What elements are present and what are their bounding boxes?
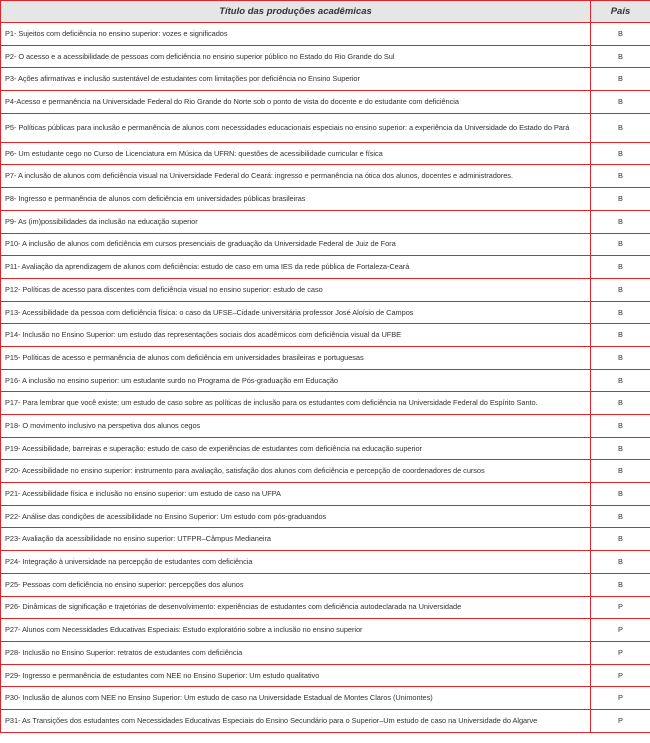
production-title: P10- A inclusão de alunos com deficiência em cursos presenciais de graduação da Universidade Federal de Juiz de Fora bbox=[1, 233, 591, 256]
table-row bbox=[1, 664, 650, 687]
production-title: P2- O acesso e a acessibilidade de pessoas com deficiência no ensino superior público no Estado do Rio Grande do Sul bbox=[1, 45, 591, 68]
table-row bbox=[1, 369, 650, 392]
production-country: B bbox=[591, 437, 650, 460]
table-row bbox=[1, 596, 650, 619]
production-country: P bbox=[591, 641, 650, 664]
table-row bbox=[1, 528, 650, 551]
production-title: P8- Ingresso e permanência de alunos com deficiência em universidades públicas brasileiras bbox=[1, 188, 591, 211]
production-title: P6- Um estudante cego no Curso de Licenciatura em Música da UFRN: questões de acessibilidade curricular e física bbox=[1, 142, 591, 165]
table-row bbox=[1, 91, 650, 114]
production-title: P12- Políticas de acesso para discentes com deficiência visual no ensino superior: estudo de caso bbox=[1, 278, 591, 301]
table-row bbox=[1, 210, 650, 233]
production-title: P27- Alunos com Necessidades Educativas Especiais: Estudo exploratório sobre a inclusão no ensino superior bbox=[1, 619, 591, 642]
production-title: P20- Acessibilidade no ensino superior: instrumento para avaliação, satisfação dos alunos com deficiência e percepção de coordenadores de cursos bbox=[1, 460, 591, 483]
production-country: B bbox=[591, 188, 650, 211]
production-title: P24- Integração à universidade na percepção de estudantes com deficiência bbox=[1, 551, 591, 574]
table-row bbox=[1, 392, 650, 415]
production-title: P13- Acessibilidade da pessoa com deficiência física: o caso da UFSE–Cidade universitária professor José Aloísio de Campos bbox=[1, 301, 591, 324]
table-row bbox=[1, 113, 650, 142]
production-country: B bbox=[591, 415, 650, 438]
production-title: P22- Análise das condições de acessibilidade no Ensino Superior: Um estudo com pós-graduandos bbox=[1, 505, 591, 528]
production-title: P25- Pessoas com deficiência no ensino superior: percepções dos alunos bbox=[1, 573, 591, 596]
production-country: B bbox=[591, 113, 650, 142]
production-country: B bbox=[591, 233, 650, 256]
table-row bbox=[1, 233, 650, 256]
production-title: P5- Políticas públicas para inclusão e permanência de alunos com necessidades educacionais especiais no ensino superior: a experiência da Universidade do Estado do Pará bbox=[1, 113, 591, 142]
table-row bbox=[1, 505, 650, 528]
header-country: País bbox=[591, 1, 650, 23]
production-title: P14- Inclusão no Ensino Superior: um estudo das representações sociais dos acadêmicos com deficiência visual da UFBE bbox=[1, 324, 591, 347]
production-title: P19- Acessibilidade, barreiras e superação: estudo de caso de experiências de estudantes com deficiência na educação superior bbox=[1, 437, 591, 460]
production-title: P26- Dinâmicas de significação e trajetórias de desenvolvimento: experiências de estudantes com deficiência autodeclarada na Universidade bbox=[1, 596, 591, 619]
production-country: B bbox=[591, 278, 650, 301]
production-title: P28- Inclusão no Ensino Superior: retratos de estudantes com deficiência bbox=[1, 641, 591, 664]
table-row bbox=[1, 301, 650, 324]
table-row bbox=[1, 619, 650, 642]
production-title: P23- Avaliação da acessibilidade no ensino superior: UTFPR–Câmpus Medianeira bbox=[1, 528, 591, 551]
production-country: B bbox=[591, 528, 650, 551]
production-country: B bbox=[591, 23, 650, 46]
production-title: P17- Para lembrar que você existe: um estudo de caso sobre as políticas de inclusão para os estudantes com deficiência na Universidade Federal do Espírito Santo. bbox=[1, 392, 591, 415]
production-country: P bbox=[591, 664, 650, 687]
table-row bbox=[1, 45, 650, 68]
table-row bbox=[1, 256, 650, 279]
production-title: P15- Políticas de acesso e permanência de alunos com deficiência em universidades brasileiras e portuguesas bbox=[1, 346, 591, 369]
production-title: P11- Avaliação da aprendizagem de alunos com deficiência: estudo de caso em uma IES da rede pública de Fortaleza-Ceará bbox=[1, 256, 591, 279]
production-title: P21- Acessibilidade física e inclusão no ensino superior: um estudo de caso na UFPA bbox=[1, 483, 591, 506]
production-country: P bbox=[591, 687, 650, 710]
production-title: P3- Ações afirmativas e inclusão sustentável de estudantes com limitações por deficiência no Ensino Superior bbox=[1, 68, 591, 91]
table-row bbox=[1, 278, 650, 301]
production-country: B bbox=[591, 392, 650, 415]
table-row bbox=[1, 437, 650, 460]
production-country: B bbox=[591, 573, 650, 596]
table-row bbox=[1, 165, 650, 188]
production-title: P9- As (im)possibilidades da inclusão na educação superior bbox=[1, 210, 591, 233]
table-row bbox=[1, 551, 650, 574]
production-title: P18- O movimento inclusivo na perspetiva dos alunos cegos bbox=[1, 415, 591, 438]
table-row bbox=[1, 709, 650, 732]
production-country: B bbox=[591, 256, 650, 279]
table-row bbox=[1, 573, 650, 596]
table-row bbox=[1, 68, 650, 91]
table-body bbox=[1, 23, 650, 733]
production-country: B bbox=[591, 505, 650, 528]
production-country: P bbox=[591, 619, 650, 642]
table-row bbox=[1, 641, 650, 664]
production-title: P30- Inclusão de alunos com NEE no Ensino Superior: Um estudo de caso na Universidade Estadual de Montes Claros (Unimontes) bbox=[1, 687, 591, 710]
production-country: B bbox=[591, 142, 650, 165]
production-country: B bbox=[591, 210, 650, 233]
production-country: B bbox=[591, 91, 650, 114]
table-row bbox=[1, 324, 650, 347]
production-country: B bbox=[591, 483, 650, 506]
production-country: B bbox=[591, 45, 650, 68]
header-row bbox=[1, 1, 650, 23]
production-country: B bbox=[591, 460, 650, 483]
production-country: B bbox=[591, 68, 650, 91]
table-row bbox=[1, 483, 650, 506]
header-title: Título das produções acadêmicas bbox=[1, 1, 591, 23]
table-row bbox=[1, 346, 650, 369]
production-country: B bbox=[591, 551, 650, 574]
production-title: P29- Ingresso e permanência de estudantes com NEE no Ensino Superior: Um estudo qualitativo bbox=[1, 664, 591, 687]
table-row bbox=[1, 460, 650, 483]
production-country: B bbox=[591, 165, 650, 188]
production-country: B bbox=[591, 301, 650, 324]
production-title: P31- As Transições dos estudantes com Necessidades Educativas Especiais do Ensino Secundário para o Superior–Um estudo de caso na Universidade do Algarve bbox=[1, 709, 591, 732]
production-country: B bbox=[591, 346, 650, 369]
production-country: P bbox=[591, 596, 650, 619]
table-row bbox=[1, 23, 650, 46]
production-country: B bbox=[591, 369, 650, 392]
table-row bbox=[1, 142, 650, 165]
production-title: P1- Sujeitos com deficiência no ensino superior: vozes e significados bbox=[1, 23, 591, 46]
production-country: P bbox=[591, 709, 650, 732]
production-title: P4-Acesso e permanência na Universidade Federal do Rio Grande do Norte sob o ponto de vista do docente e do estudante com deficiência bbox=[1, 91, 591, 114]
table-row bbox=[1, 415, 650, 438]
table-row bbox=[1, 687, 650, 710]
production-title: P7- A inclusão de alunos com deficiência visual na Universidade Federal do Ceará: ingresso e permanência na ótica dos alunos, docentes e administradores. bbox=[1, 165, 591, 188]
table-row bbox=[1, 188, 650, 211]
production-country: B bbox=[591, 324, 650, 347]
production-title: P16- A inclusão no ensino superior: um estudante surdo no Programa de Pós-graduação em Educação bbox=[1, 369, 591, 392]
